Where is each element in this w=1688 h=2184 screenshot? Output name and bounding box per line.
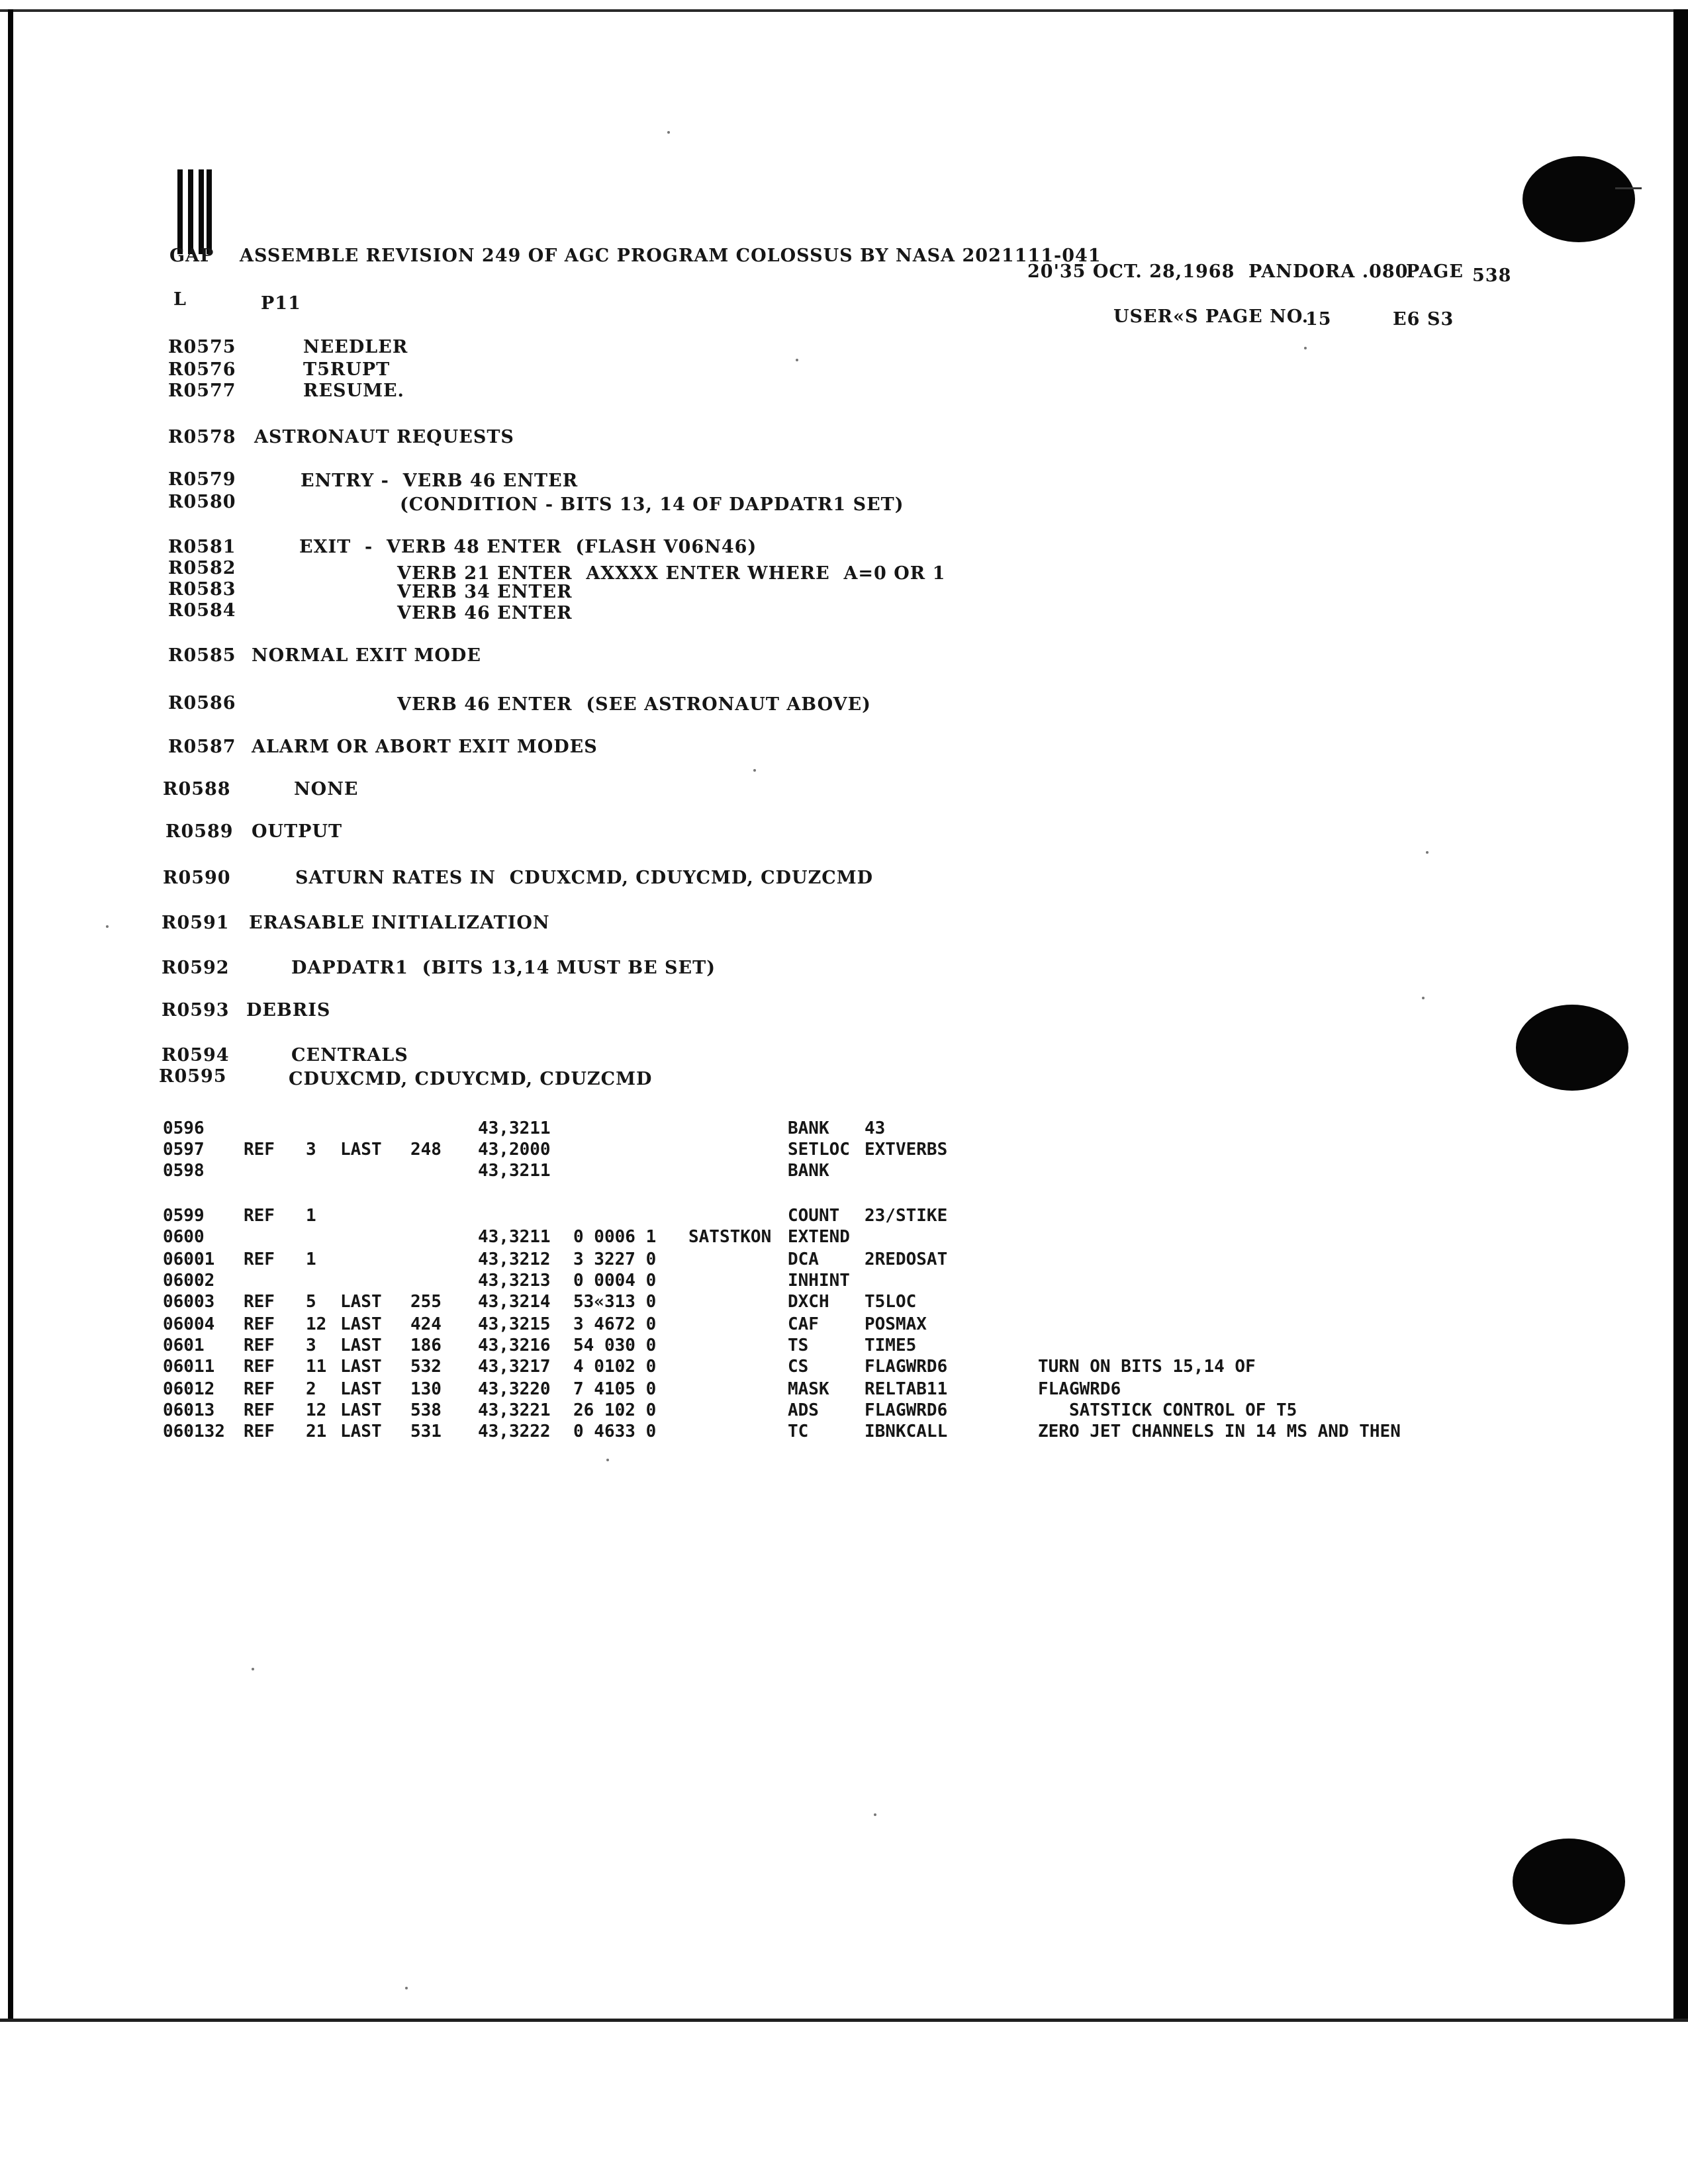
remark-text: NORMAL EXIT MODE — [252, 645, 481, 666]
remark-number: R0586 — [168, 693, 236, 713]
remark-number: R0591 — [162, 913, 230, 933]
code-ref-count: 12 — [306, 1400, 327, 1420]
code-line-number: 06004 — [163, 1314, 215, 1334]
code-address: 43,3213 — [478, 1271, 551, 1291]
remark-number: R0585 — [168, 645, 236, 666]
code-operand: 23/STIKE — [865, 1206, 948, 1226]
code-comment: TURN ON BITS 15,14 OF — [1038, 1357, 1256, 1377]
code-line-number: 0597 — [163, 1140, 205, 1160]
header-code-1: E6 — [1393, 309, 1421, 330]
code-comment: SATSTICK CONTROL OF T5 — [1038, 1400, 1297, 1420]
remark-text: RESUME. — [303, 381, 404, 401]
remark-text: ENTRY - VERB 46 ENTER — [301, 471, 579, 491]
code-last-page: 531 — [410, 1422, 442, 1441]
code-opcode: TS — [788, 1336, 809, 1355]
code-line-number: 06013 — [163, 1400, 215, 1420]
remark-text: NEEDLER — [303, 337, 408, 357]
code-last: LAST — [340, 1292, 382, 1312]
code-operand: POSMAX — [865, 1314, 927, 1334]
code-last: LAST — [340, 1379, 382, 1399]
code-address: 43,3217 — [478, 1357, 551, 1377]
remark-text: SATURN RATES IN CDUXCMD, CDUYCMD, CDUZCMD — [295, 868, 874, 888]
remark-number: R0575 — [168, 337, 236, 357]
header-user-page-label: USER«S PAGE NO. — [1113, 306, 1309, 327]
remark-number: R0576 — [168, 359, 236, 380]
code-opcode: MASK — [788, 1379, 829, 1399]
code-last: LAST — [340, 1357, 382, 1377]
remark-text: (CONDITION - BITS 13, 14 OF DAPDATR1 SET) — [400, 494, 904, 515]
code-address: 43,3220 — [478, 1379, 551, 1399]
code-line-number: 0599 — [163, 1206, 205, 1226]
code-address: 43,3211 — [478, 1118, 551, 1138]
header-page-label: PAGE — [1406, 261, 1464, 282]
code-line-number: 06001 — [163, 1250, 215, 1269]
remark-text: EXIT - VERB 48 ENTER (FLASH V06N46) — [299, 537, 757, 557]
code-line-number: 06011 — [163, 1357, 215, 1377]
code-ref-count: 21 — [306, 1422, 327, 1441]
code-operand: EXTVERBS — [865, 1140, 948, 1160]
code-line-number: 06012 — [163, 1379, 215, 1399]
code-opcode: INHINT — [788, 1271, 850, 1291]
remark-text: ALARM OR ABORT EXIT MODES — [252, 737, 598, 757]
code-word: 54 030 0 — [573, 1336, 657, 1355]
code-opcode: BANK — [788, 1161, 829, 1181]
code-last: LAST — [340, 1336, 382, 1355]
code-ref-count: 2 — [306, 1379, 316, 1399]
code-ref-count: 3 — [306, 1140, 316, 1160]
remark-text: CENTRALS — [291, 1045, 408, 1066]
code-ref: REF — [244, 1336, 275, 1355]
code-operand: 43 — [865, 1118, 886, 1138]
remark-text: ERASABLE INITIALIZATION — [249, 913, 550, 933]
remark-number: R0580 — [168, 492, 236, 512]
code-operand: IBNKCALL — [865, 1422, 948, 1441]
code-ref: REF — [244, 1379, 275, 1399]
remark-number: R0587 — [168, 737, 236, 757]
code-opcode: ADS — [788, 1400, 819, 1420]
header-page-number: 538 — [1472, 265, 1512, 286]
code-ref-count: 5 — [306, 1292, 316, 1312]
remark-text: NONE — [294, 779, 359, 799]
code-word: 7 4105 0 — [573, 1379, 657, 1399]
code-word: 3 3227 0 — [573, 1250, 657, 1269]
remark-number: R0590 — [163, 868, 231, 888]
code-opcode: COUNT — [788, 1206, 840, 1226]
remark-text: DEBRIS — [246, 1000, 331, 1021]
remark-text: VERB 34 ENTER — [397, 582, 573, 602]
code-last: LAST — [340, 1422, 382, 1441]
remark-number: R0584 — [168, 600, 236, 621]
code-last-page: 130 — [410, 1379, 442, 1399]
remark-number: R0581 — [168, 537, 236, 557]
code-opcode: TC — [788, 1422, 809, 1441]
code-last-page: 255 — [410, 1292, 442, 1312]
code-ref-count: 3 — [306, 1336, 316, 1355]
code-operand: T5LOC — [865, 1292, 917, 1312]
remark-number: R0592 — [162, 958, 230, 978]
code-address: 43,3214 — [478, 1292, 551, 1312]
code-ref: REF — [244, 1206, 275, 1226]
header-title: ASSEMBLE REVISION 249 OF AGC PROGRAM COLOSSUS BY NASA 2021111-041 — [240, 246, 1102, 266]
code-word: 53«313 0 — [573, 1292, 657, 1312]
remark-number: R0593 — [162, 1000, 230, 1021]
remark-number: R0594 — [162, 1045, 230, 1066]
code-label: SATSTKON — [688, 1227, 772, 1247]
code-operand: RELTAB11 — [865, 1379, 948, 1399]
header-log-section: P11 — [261, 293, 301, 314]
code-operand: FLAGWRD6 — [865, 1357, 948, 1377]
header-left-marker: L — [173, 289, 187, 310]
remark-text: VERB 46 ENTER (SEE ASTRONAUT ABOVE) — [397, 694, 871, 715]
code-address: 43,3222 — [478, 1422, 551, 1441]
remark-number: R0589 — [165, 821, 234, 842]
code-line-number: 0601 — [163, 1336, 205, 1355]
remark-text: OUTPUT — [252, 821, 343, 842]
remark-text: DAPDATR1 (BITS 13,14 MUST BE SET) — [291, 958, 716, 978]
code-line-number: 060132 — [163, 1422, 225, 1441]
code-opcode: SETLOC — [788, 1140, 850, 1160]
code-address: 43,3216 — [478, 1336, 551, 1355]
code-address: 43,3211 — [478, 1227, 551, 1247]
remark-number: R0595 — [159, 1066, 227, 1087]
code-address: 43,3221 — [478, 1400, 551, 1420]
code-last-page: 248 — [410, 1140, 442, 1160]
code-word: 4 0102 0 — [573, 1357, 657, 1377]
code-opcode: EXTEND — [788, 1227, 850, 1247]
header-user-page-number: 15 — [1305, 309, 1332, 330]
remark-text: VERB 21 ENTER AXXXX ENTER WHERE A=0 OR 1 — [397, 563, 946, 584]
code-ref: REF — [244, 1292, 275, 1312]
remark-text: VERB 46 ENTER — [397, 603, 573, 623]
code-last: LAST — [340, 1140, 382, 1160]
code-opcode: BANK — [788, 1118, 829, 1138]
code-word: 0 0004 0 — [573, 1271, 657, 1291]
code-opcode: DCA — [788, 1250, 819, 1269]
code-line-number: 06002 — [163, 1271, 215, 1291]
remark-number: R0588 — [163, 779, 231, 799]
code-word: 0 4633 0 — [573, 1422, 657, 1441]
code-ref: REF — [244, 1250, 275, 1269]
code-ref: REF — [244, 1357, 275, 1377]
code-ref-count: 12 — [306, 1314, 327, 1334]
code-ref-count: 1 — [306, 1250, 316, 1269]
remark-text: T5RUPT — [303, 359, 391, 380]
code-last-page: 186 — [410, 1336, 442, 1355]
code-last: LAST — [340, 1314, 382, 1334]
code-last-page: 538 — [410, 1400, 442, 1420]
remark-number: R0583 — [168, 579, 236, 600]
remark-text: CDUXCMD, CDUYCMD, CDUZCMD — [289, 1069, 653, 1089]
code-line-number: 0598 — [163, 1161, 205, 1181]
code-line-number: 06003 — [163, 1292, 215, 1312]
remark-number: R0578 — [168, 427, 236, 447]
header-prefix: GAP — [169, 246, 214, 266]
code-opcode: CS — [788, 1357, 809, 1377]
code-ref-count: 11 — [306, 1357, 327, 1377]
code-opcode: DXCH — [788, 1292, 829, 1312]
code-comment: FLAGWRD6 — [1038, 1379, 1121, 1399]
code-ref-count: 1 — [306, 1206, 316, 1226]
header-date: 20'35 OCT. 28,1968 — [1027, 261, 1235, 282]
code-last-page: 424 — [410, 1314, 442, 1334]
code-operand: 2REDOSAT — [865, 1250, 948, 1269]
header-job: PANDORA .080 — [1248, 261, 1409, 282]
code-word: 0 0006 1 — [573, 1227, 657, 1247]
code-address: 43,3215 — [478, 1314, 551, 1334]
code-ref: REF — [244, 1422, 275, 1441]
code-address: 43,2000 — [478, 1140, 551, 1160]
remark-number: R0579 — [168, 469, 236, 490]
code-line-number: 0596 — [163, 1118, 205, 1138]
code-ref: REF — [244, 1140, 275, 1160]
code-word: 26 102 0 — [573, 1400, 657, 1420]
code-address: 43,3211 — [478, 1161, 551, 1181]
code-word: 3 4672 0 — [573, 1314, 657, 1334]
code-last-page: 532 — [410, 1357, 442, 1377]
code-last: LAST — [340, 1400, 382, 1420]
remark-text: ASTRONAUT REQUESTS — [254, 427, 514, 447]
code-operand: FLAGWRD6 — [865, 1400, 948, 1420]
header-code-2: S3 — [1427, 309, 1454, 330]
remark-number: R0577 — [168, 381, 236, 401]
code-operand: TIME5 — [865, 1336, 917, 1355]
code-line-number: 0600 — [163, 1227, 205, 1247]
code-ref: REF — [244, 1400, 275, 1420]
code-address: 43,3212 — [478, 1250, 551, 1269]
code-comment: ZERO JET CHANNELS IN 14 MS AND THEN — [1038, 1422, 1401, 1441]
code-ref: REF — [244, 1314, 275, 1334]
code-opcode: CAF — [788, 1314, 819, 1334]
remark-number: R0582 — [168, 558, 236, 578]
